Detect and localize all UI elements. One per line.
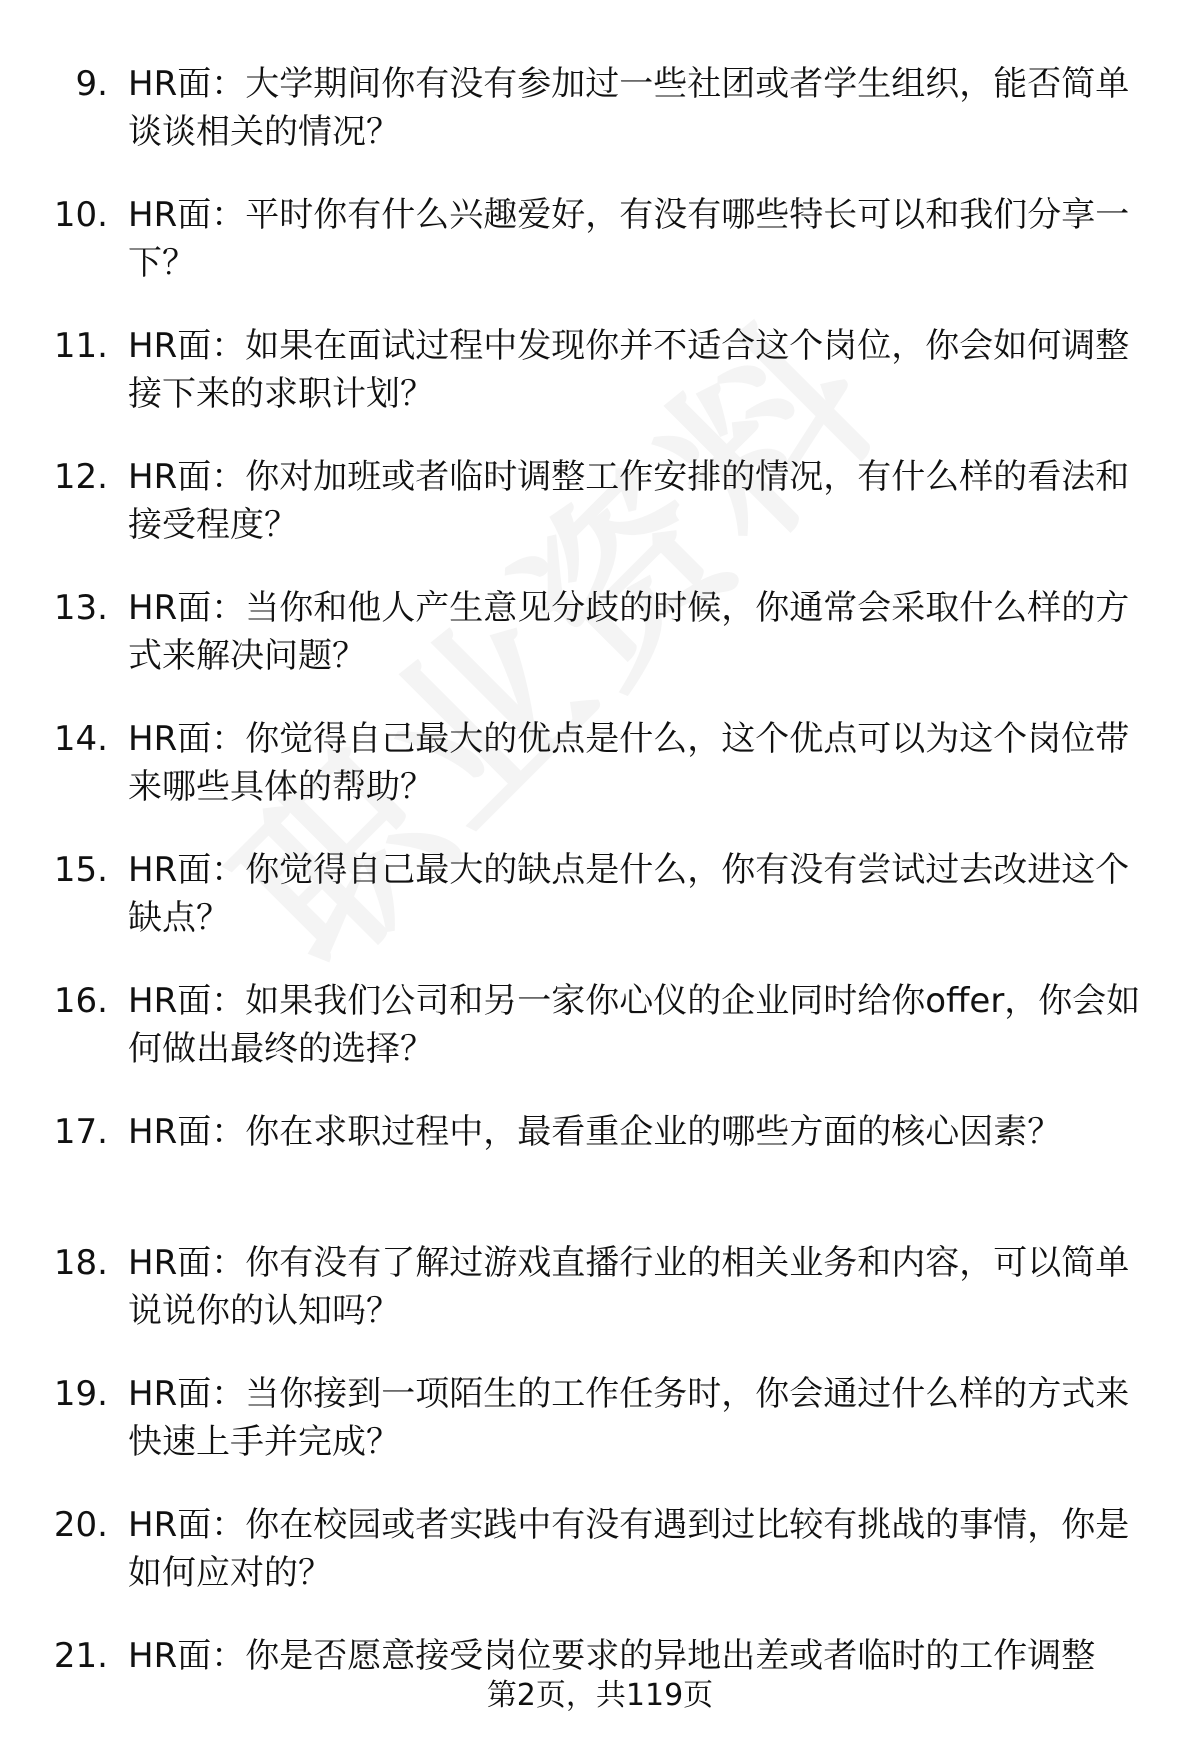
question-text: HR面：平时你有什么兴趣爱好，有没有哪些特长可以和我们分享一下？ bbox=[128, 195, 1130, 283]
question-number: 17. bbox=[53, 1112, 108, 1152]
question-number: 19. bbox=[53, 1374, 108, 1414]
question-number: 18. bbox=[53, 1243, 108, 1283]
list-item bbox=[0, 453, 1200, 584]
question-number: 20. bbox=[53, 1505, 108, 1545]
list-item bbox=[0, 977, 1200, 1108]
question-text: HR面：你在校园或者实践中有没有遇到过比较有挑战的事情，你是如何应对的？ bbox=[128, 1505, 1130, 1593]
question-text: HR面：你觉得自己最大的缺点是什么，你有没有尝试过去改进这个缺点？ bbox=[128, 850, 1130, 938]
list-item bbox=[0, 322, 1200, 453]
question-number: 11. bbox=[53, 326, 108, 366]
list-item bbox=[0, 1239, 1200, 1370]
question-text: HR面：你有没有了解过游戏直播行业的相关业务和内容，可以简单说说你的认知吗？ bbox=[128, 1243, 1130, 1331]
question-text: HR面：大学期间你有没有参加过一些社团或者学生组织，能否简单谈谈相关的情况？ bbox=[128, 64, 1130, 152]
question-number: 13. bbox=[53, 588, 108, 628]
list-item bbox=[0, 60, 1200, 191]
list-item bbox=[0, 584, 1200, 715]
question-text: HR面：如果在面试过程中发现你并不适合这个岗位，你会如何调整接下来的求职计划？ bbox=[128, 326, 1130, 414]
question-number: 14. bbox=[53, 719, 108, 759]
list-item bbox=[0, 191, 1200, 322]
question-number: 16. bbox=[53, 981, 108, 1021]
question-number: 10. bbox=[53, 195, 108, 235]
list-item bbox=[0, 846, 1200, 977]
question-text: HR面：你是否愿意接受岗位要求的异地出差或者临时的工作调整 bbox=[128, 1636, 1096, 1676]
list-item bbox=[0, 715, 1200, 846]
question-text: HR面：你对加班或者临时调整工作安排的情况，有什么样的看法和接受程度？ bbox=[128, 457, 1130, 545]
question-text: HR面：如果我们公司和另一家你心仪的企业同时给你offer，你会如何做出最终的选择？ bbox=[128, 981, 1141, 1069]
question-number: 9. bbox=[75, 64, 108, 104]
page-number: 第2页，共119页 bbox=[486, 1678, 714, 1713]
question-text: HR面：当你接到一项陌生的工作任务时，你会通过什么样的方式来快速上手并完成？ bbox=[128, 1374, 1130, 1462]
question-text: HR面：你觉得自己最大的优点是什么，这个优点可以为这个岗位带来哪些具体的帮助？ bbox=[128, 719, 1130, 807]
question-text: HR面：当你和他人产生意见分歧的时候，你通常会采取什么样的方式来解决问题？ bbox=[128, 588, 1130, 676]
question-number: 21. bbox=[53, 1636, 108, 1676]
question-number: 15. bbox=[53, 850, 108, 890]
list-item bbox=[0, 1108, 1200, 1239]
list-item bbox=[0, 1501, 1200, 1632]
question-number: 12. bbox=[53, 457, 108, 497]
question-text: HR面：你在求职过程中，最看重企业的哪些方面的核心因素？ bbox=[128, 1112, 1062, 1152]
list-item bbox=[0, 1370, 1200, 1501]
question-list bbox=[0, 60, 1200, 1763]
